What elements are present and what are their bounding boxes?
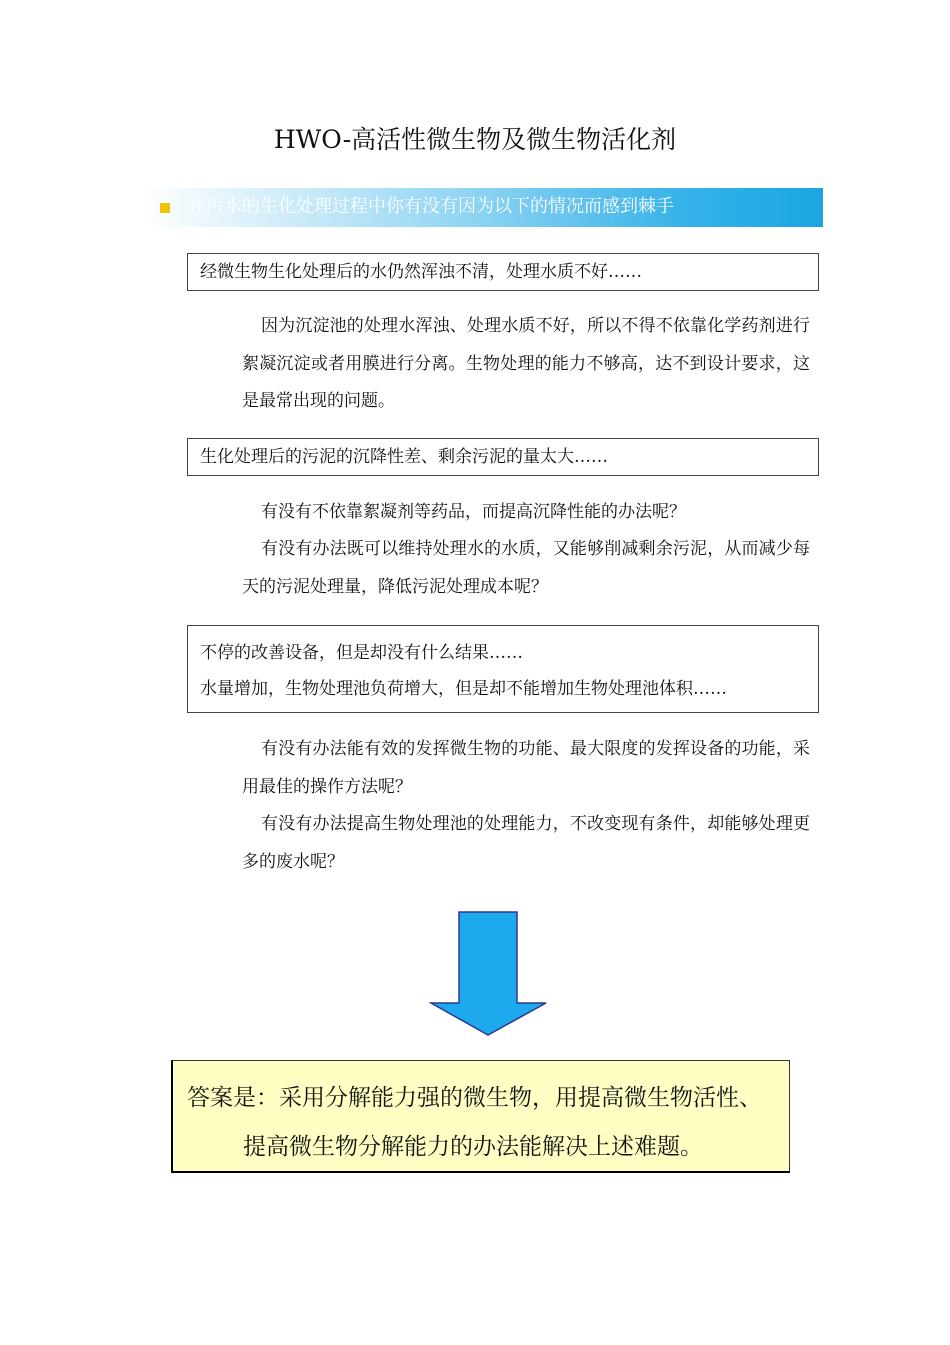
page-title: HWO-高活性微生物及微生物活化剂 [273,125,677,154]
problem-line: 经微生物生化处理后的水仍然浑浊不清，处理水质不好…… [200,262,642,282]
problem-box-3 [187,625,819,713]
problem-box-1 [187,253,819,291]
explanation-paragraph: 因为沉淀池的处理水浑浊、处理水质不好，所以不得不依靠化学药剂进行絮凝沉淀或者用膜进行分离。生物处理的能力不够高，达不到设计要求，这是最常出现的问题。 [242,316,810,411]
question-paragraph: 有没有办法提高生物处理池的处理能力，不改变现有条件，却能够处理更多的废水呢？ [242,814,810,872]
problem-box-2 [187,438,819,476]
down-arrow-icon [429,910,549,1038]
banner-text: 在污水的生化处理过程中你有没有因为以下的情况而感到棘手 [188,196,674,217]
problem-line: 生化处理后的污泥的沉降性差、剩余污泥的量太大…… [200,447,608,467]
answer-line-1: 答案是：采用分解能力强的微生物，用提高微生物活性、 [187,1085,762,1111]
square-bullet-icon [160,203,170,213]
answer-line-2: 提高微生物分解能力的办法能解决上述难题。 [243,1134,703,1160]
question-paragraph: 有没有办法既可以维持处理水的水质，又能够削减剩余污泥，从而减少每天的污泥处理量，降低污泥处理成本呢？ [242,539,810,597]
question-paragraph: 有没有办法能有效的发挥微生物的功能、最大限度的发挥设备的功能，采用最佳的操作方法呢？ [242,739,810,797]
problem-line: 不停的改善设备，但是却没有什么结果…… [200,643,523,663]
problem-line: 水量增加，生物处理池负荷增大，但是却不能增加生物处理池体积…… [200,679,727,699]
section-banner [143,188,823,227]
question-paragraph: 有没有不依靠絮凝剂等药品，而提高沉降性能的办法呢？ [261,502,686,522]
answer-box [171,1060,790,1173]
